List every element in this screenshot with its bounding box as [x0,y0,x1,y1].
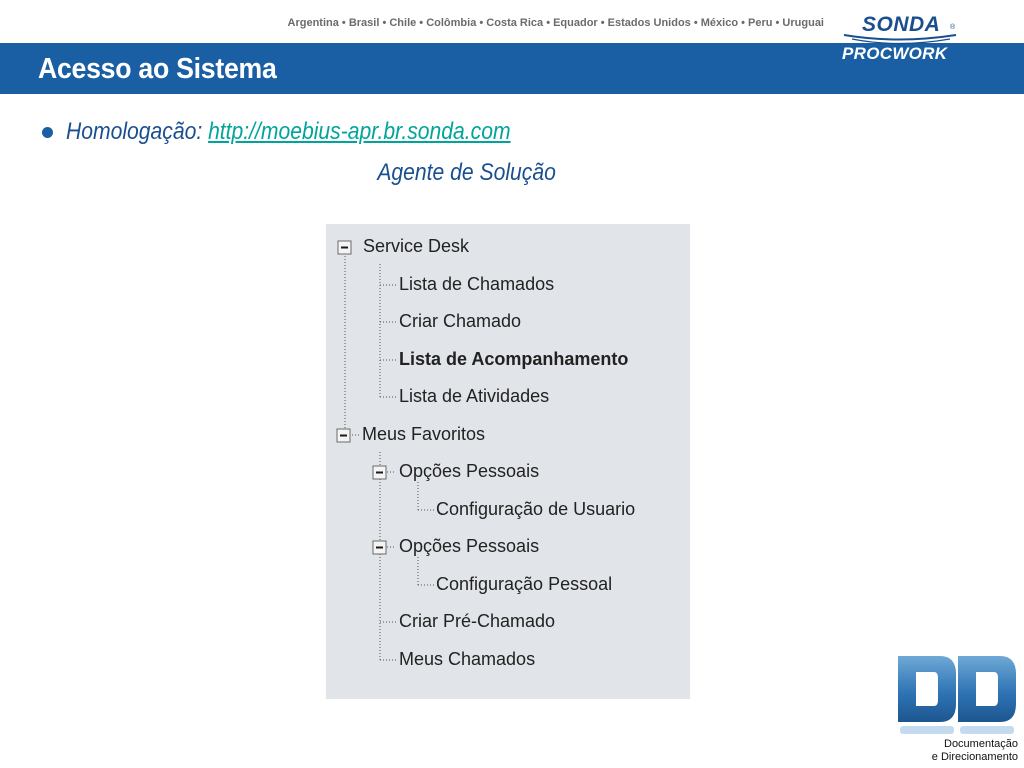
tree-item-opcoes-pessoais-2[interactable]: Opções Pessoais [399,536,540,556]
tree-item-criar-pre-chamado[interactable]: Criar Pré-Chamado [399,611,556,631]
dd-caption-line2: e Direcionamento [931,751,1018,763]
tree-item-service-desk[interactable]: Service Desk [363,236,470,256]
homologacao-line [66,118,511,146]
dd-logo-caption [900,738,1018,764]
bullet-icon [42,127,53,138]
role-label: Agente de Solução [377,159,556,186]
tree-item-meus-favoritos[interactable]: Meus Favoritos [362,424,486,444]
page-title: Acesso ao Sistema [38,53,277,85]
tree-item-configuracao-pessoal[interactable]: Configuração Pessoal [436,574,613,594]
menu-tree-screenshot [326,224,690,699]
role-line [0,159,556,187]
tree-item-lista-de-chamados[interactable]: Lista de Chamados [399,274,555,294]
sonda-procwork-logo [838,8,978,68]
tree-item-meus-chamados[interactable]: Meus Chamados [399,649,536,669]
logo-registered-mark: ® [950,24,956,31]
dd-logo-icon [896,654,1020,738]
tree-item-lista-de-atividades[interactable]: Lista de Atividades [399,386,550,406]
tree-item-criar-chamado[interactable]: Criar Chamado [399,311,522,331]
tree-item-opcoes-pessoais-1[interactable]: Opções Pessoais [399,461,540,481]
countries-list: Argentina • Brasil • Chile • Colômbia • Costa Rica • Equador • Estados Unidos • México • Peru • Uruguai [287,17,824,29]
logo-procwork-text: PROCWORK [842,44,948,63]
dd-caption-line1: Documentação [944,738,1018,750]
tree-item-lista-de-acompanhamento[interactable]: Lista de Acompanhamento [399,349,629,369]
logo-sonda-text: SONDA [862,13,941,36]
homologacao-link[interactable]: http://moebius-apr.br.sonda.com [208,118,511,145]
dd-logo [896,654,1020,738]
tree-item-configuracao-de-usuario[interactable]: Configuração de Usuario [436,499,636,519]
homologacao-label: Homologação: [66,118,209,145]
